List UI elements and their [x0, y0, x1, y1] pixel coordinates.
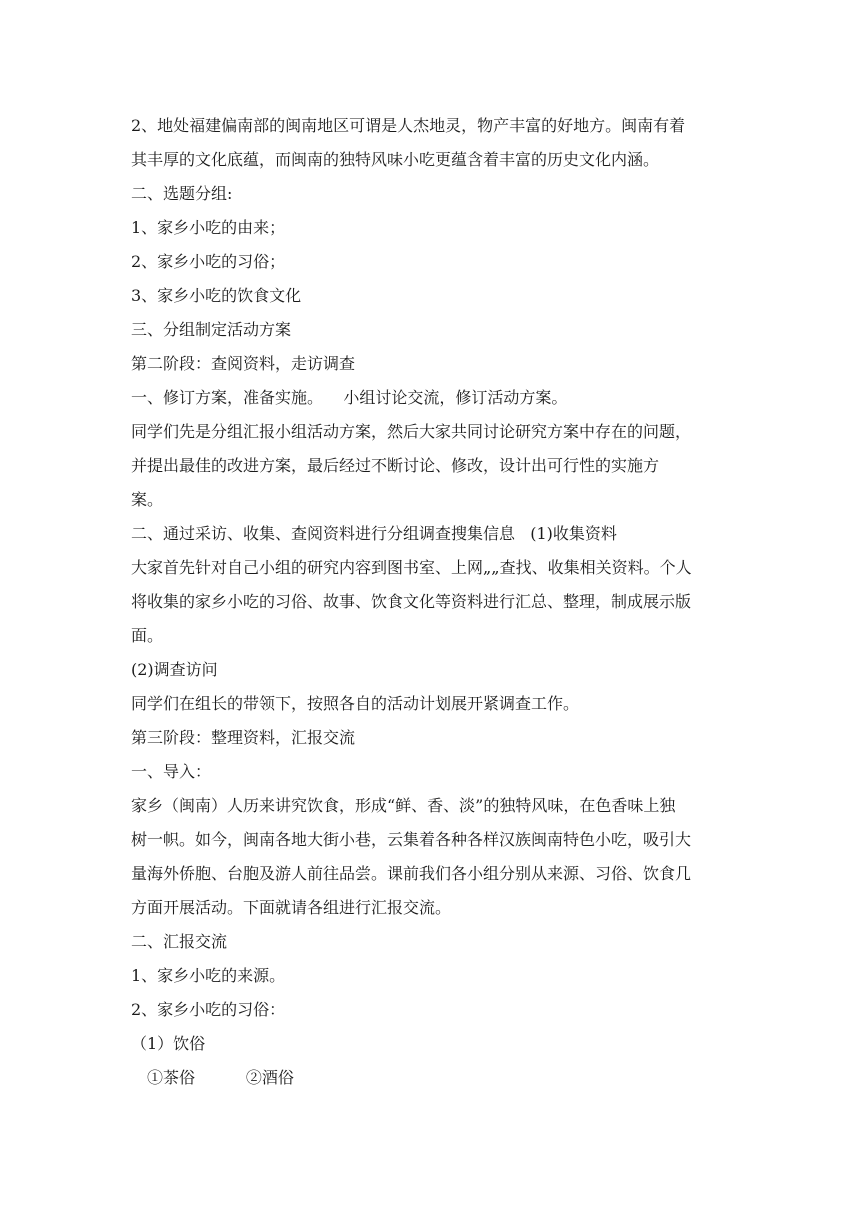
list-item: ①茶俗 ②酒俗 [147, 1068, 294, 1087]
paragraph-line: 案。 [131, 490, 164, 509]
paragraph-line: 家乡（闽南）人历来讲究饮食，形成“鲜、香、淡”的独特风味，在色香味上独 [131, 796, 676, 815]
list-item: 1、家乡小吃的由来； [131, 218, 286, 237]
list-item: 3、家乡小吃的饮食文化 [131, 286, 302, 305]
paragraph-line: 量海外侨胞、台胞及游人前往品尝。课前我们各小组分别从来源、习俗、饮食几 [131, 864, 692, 883]
list-item: 2、家乡小吃的习俗： [131, 1000, 286, 1019]
list-item: 1、家乡小吃的来源。 [131, 966, 286, 985]
paragraph-line: 树一帜。如今，闽南各地大街小巷，云集着各种各样汉族闽南特色小吃，吸引大 [131, 830, 692, 849]
subsection-heading: (2)调查访问 [131, 660, 218, 679]
subsection-heading: （1）饮俗 [131, 1034, 206, 1053]
paragraph-line: 同学们先是分组汇报小组活动方案，然后大家共同讨论研究方案中存在的问题， [131, 422, 692, 441]
list-item: 2、家乡小吃的习俗； [131, 252, 286, 271]
paragraph-line: 其丰厚的文化底蕴，而闽南的独特风味小吃更蕴含着丰富的历史文化内涵。 [131, 150, 660, 169]
paragraph-line: 将收集的家乡小吃的习俗、故事、饮食文化等资料进行汇总、整理，制成展示版 [131, 592, 692, 611]
section-heading: 一、导入： [131, 762, 212, 781]
paragraph-line: 同学们在组长的带领下，按照各自的活动计划展开紧调查工作。 [131, 694, 580, 713]
paragraph-line: 2、地处福建偏南部的闽南地区可谓是人杰地灵，物产丰富的好地方。闽南有着 [131, 116, 686, 135]
paragraph-line: 方面开展活动。下面就请各组进行汇报交流。 [131, 898, 452, 917]
stage-heading: 第三阶段：整理资料，汇报交流 [131, 728, 356, 747]
paragraph-line: 大家首先针对自己小组的研究内容到图书室、上网„„查找、收集相关资料。个人 [131, 558, 692, 577]
stage-heading: 第二阶段：查阅资料，走访调查 [131, 354, 356, 373]
document-body [131, 109, 731, 1095]
paragraph-line: 面。 [131, 626, 164, 645]
section-heading: 二、通过采访、收集、查阅资料进行分组调查搜集信息 (1)收集资料 [131, 524, 617, 543]
section-heading: 一、修订方案，准备实施。 小组讨论交流，修订活动方案。 [131, 388, 568, 407]
paragraph-line: 并提出最佳的改进方案，最后经过不断讨论、修改，设计出可行性的实施方 [131, 456, 660, 475]
section-heading: 三、分组制定活动方案 [131, 320, 292, 339]
section-heading: 二、汇报交流 [131, 932, 228, 951]
section-heading: 二、选题分组: [131, 184, 233, 203]
